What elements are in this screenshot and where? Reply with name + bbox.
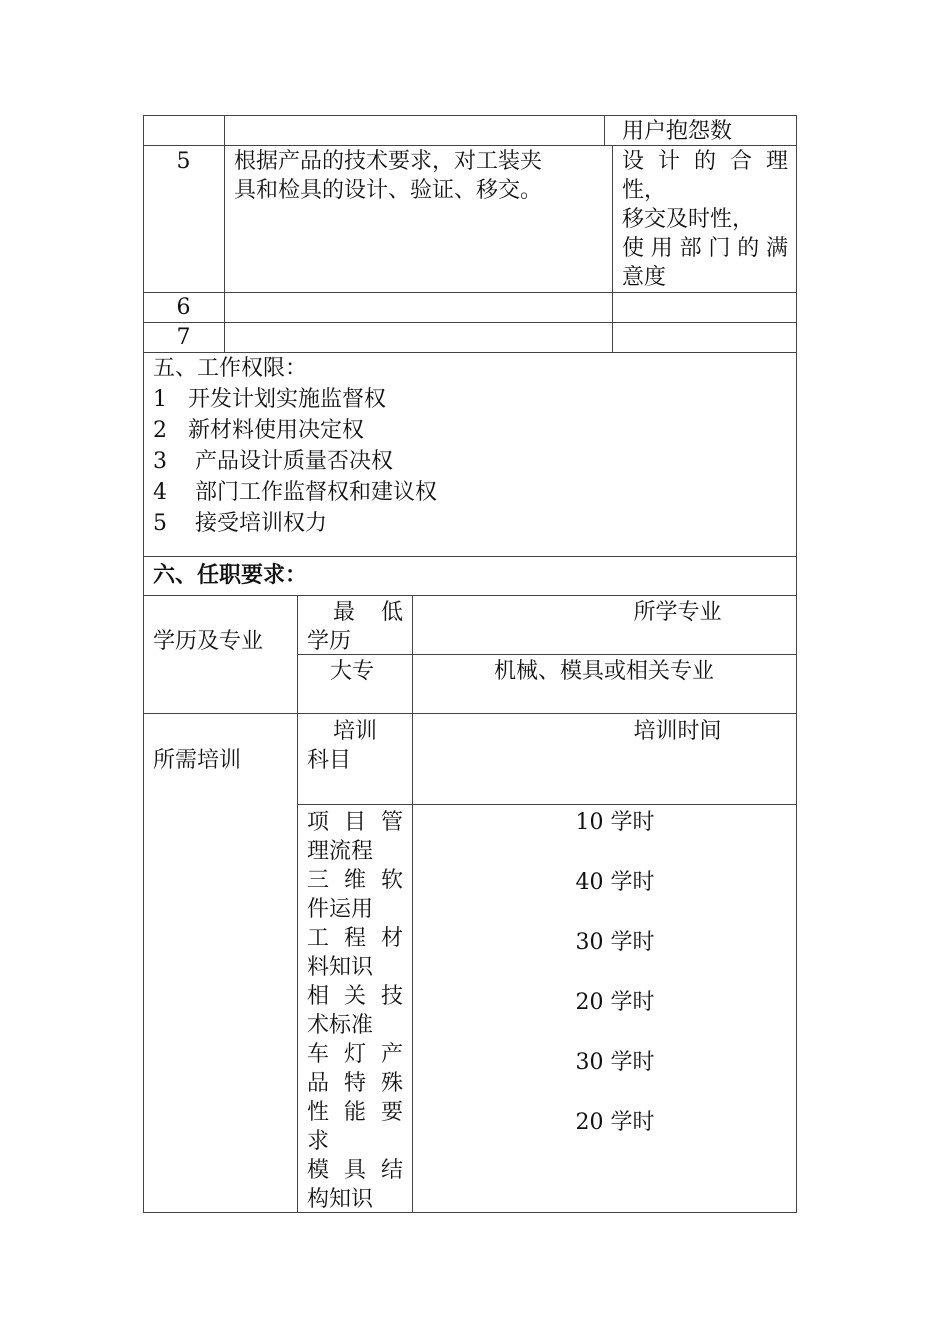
task-line-2: 具和检具的设计、验证、移交。 (234, 178, 543, 203)
training-label: 所需培训 (153, 748, 242, 773)
authority-item-4: 4 部门工作监督权和建议权 (153, 480, 437, 505)
row-number-5: 5 (176, 149, 191, 174)
training-subject-line: 构知识 (307, 1187, 374, 1212)
training-hours-value: 30 学时 (575, 930, 655, 955)
training-subject-header-2: 科目 (307, 748, 352, 773)
authority-item-3: 3 产品设计质量否决权 (153, 449, 393, 474)
training-hours-value: 40 学时 (575, 870, 655, 895)
kpi-line-3: 移交及时性， (622, 207, 755, 232)
training-subject-header-1: 培训 (333, 719, 378, 744)
training-hours-value: 20 学时 (575, 990, 655, 1015)
kpi-line-2: 性， (622, 178, 667, 203)
training-subject-line: 相关技 (307, 984, 403, 1009)
training-subject-line: 料知识 (307, 955, 374, 980)
authority-heading: 五、工作权限： (153, 356, 308, 381)
task-line-1: 根据产品的技术要求，对工装夹 (234, 149, 543, 174)
min-education-header-2: 学历 (307, 629, 352, 654)
training-time-header: 培训时间 (633, 719, 722, 744)
authority-item-5: 5 接受培训权力 (153, 511, 327, 536)
training-subject-line: 理流程 (307, 839, 374, 864)
training-subject-line: 三维软 (307, 868, 403, 893)
kpi-line-4: 使用部门的满 (622, 236, 788, 261)
training-hours-value: 30 学时 (575, 1050, 655, 1075)
training-subject-line: 车灯产 (307, 1042, 403, 1067)
major-value: 机械、模具或相关专业 (493, 659, 714, 684)
kpi-complaints: 用户抱怨数 (622, 119, 733, 144)
training-subject-line: 品特殊 (307, 1071, 403, 1096)
training-subject-line: 性能要 (307, 1100, 403, 1125)
authority-item-1: 1 开发计划实施监督权 (153, 387, 386, 412)
education-label: 学历及专业 (153, 629, 264, 654)
row-number-6: 6 (176, 295, 191, 320)
training-subject-line: 工程材 (307, 926, 403, 951)
training-subject-line: 模具结 (307, 1158, 403, 1183)
training-hours-value: 10 学时 (575, 810, 655, 835)
authority-item-2: 2 新材料使用决定权 (153, 418, 364, 443)
min-education-header-1: 最低 (333, 600, 403, 625)
kpi-line-5: 意度 (622, 265, 667, 290)
row-number-7: 7 (176, 325, 191, 350)
requirements-heading: 六、任职要求： (153, 562, 308, 588)
training-subject-line: 术标准 (307, 1013, 374, 1038)
training-subject-line: 求 (307, 1129, 330, 1154)
kpi-line-1: 设计的合理 (622, 149, 788, 174)
training-subject-line: 件运用 (307, 897, 374, 922)
min-education-value: 大专 (330, 659, 375, 684)
training-subject-line: 项目管 (307, 810, 403, 835)
training-hours-value: 20 学时 (575, 1110, 655, 1135)
major-header: 所学专业 (633, 600, 722, 625)
